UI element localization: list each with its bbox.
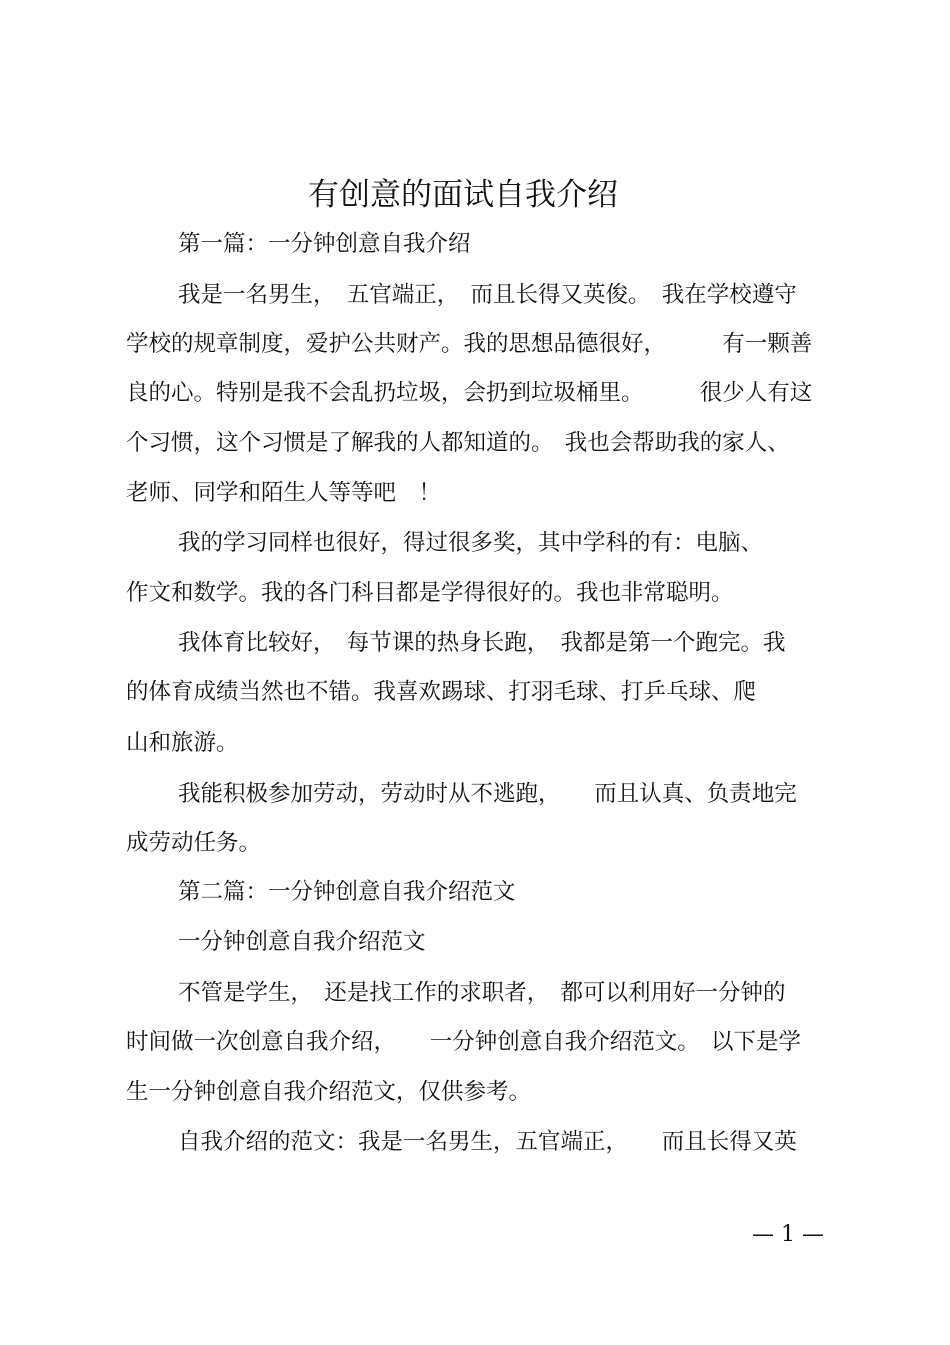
section-heading-1: 第一篇：一分钟创意自我介绍 xyxy=(178,231,471,257)
paragraph-line: 成劳动任务。 xyxy=(126,830,262,856)
paragraph-line: 我的学习同样也很好，得过很多奖，其中学科的有：电脑、 xyxy=(178,530,764,556)
paragraph-line: 我体育比较好， 每节课的热身长跑， 我都是第一个跑完。我 xyxy=(178,630,786,656)
paragraph-line: 学校的规章制度，爱护公共财产。我的思想品德很好， 有一颗善 xyxy=(126,331,813,357)
paragraph-line: 个习惯，这个习惯是了解我的人都知道的。 我也会帮助我的家人、 xyxy=(126,430,790,456)
paragraph-line: 自我介绍的范文：我是一名男生，五官端正， 而且长得又英 xyxy=(178,1129,797,1155)
document-title: 有创意的面试自我介绍 xyxy=(308,177,618,213)
paragraph-line: 我是一名男生， 五官端正， 而且长得又英俊。 我在学校遵守 xyxy=(178,282,797,308)
paragraph-line: 作文和数学。我的各门科目都是学得很好的。我也非常聪明。 xyxy=(126,580,734,606)
paragraph-line: 的体育成绩当然也不错。我喜欢踢球、打羽毛球、打乒乓球、爬 xyxy=(126,679,757,705)
paragraph-line: 老师、同学和陌生人等等吧 ！ xyxy=(126,480,442,506)
subheading: 一分钟创意自我介绍范文 xyxy=(178,929,426,955)
paragraph-line: 不管是学生， 还是找工作的求职者， 都可以利用好一分钟的 xyxy=(178,980,786,1006)
section-heading-2: 第二篇：一分钟创意自我介绍范文 xyxy=(178,879,516,905)
page-number: — 1 — xyxy=(752,1222,824,1247)
paragraph-line: 良的心。特别是我不会乱扔垃圾，会扔到垃圾桶里。 很少人有这 xyxy=(126,380,813,406)
paragraph-line: 我能积极参加劳动，劳动时从不逃跑， 而且认真、负责地完 xyxy=(178,781,797,807)
paragraph-line: 生一分钟创意自我介绍范文，仅供参考。 xyxy=(126,1079,532,1105)
paragraph-line: 山和旅游。 xyxy=(126,730,239,756)
paragraph-line: 时间做一次创意自我介绍， 一分钟创意自我介绍范文。 以下是学 xyxy=(126,1029,802,1055)
